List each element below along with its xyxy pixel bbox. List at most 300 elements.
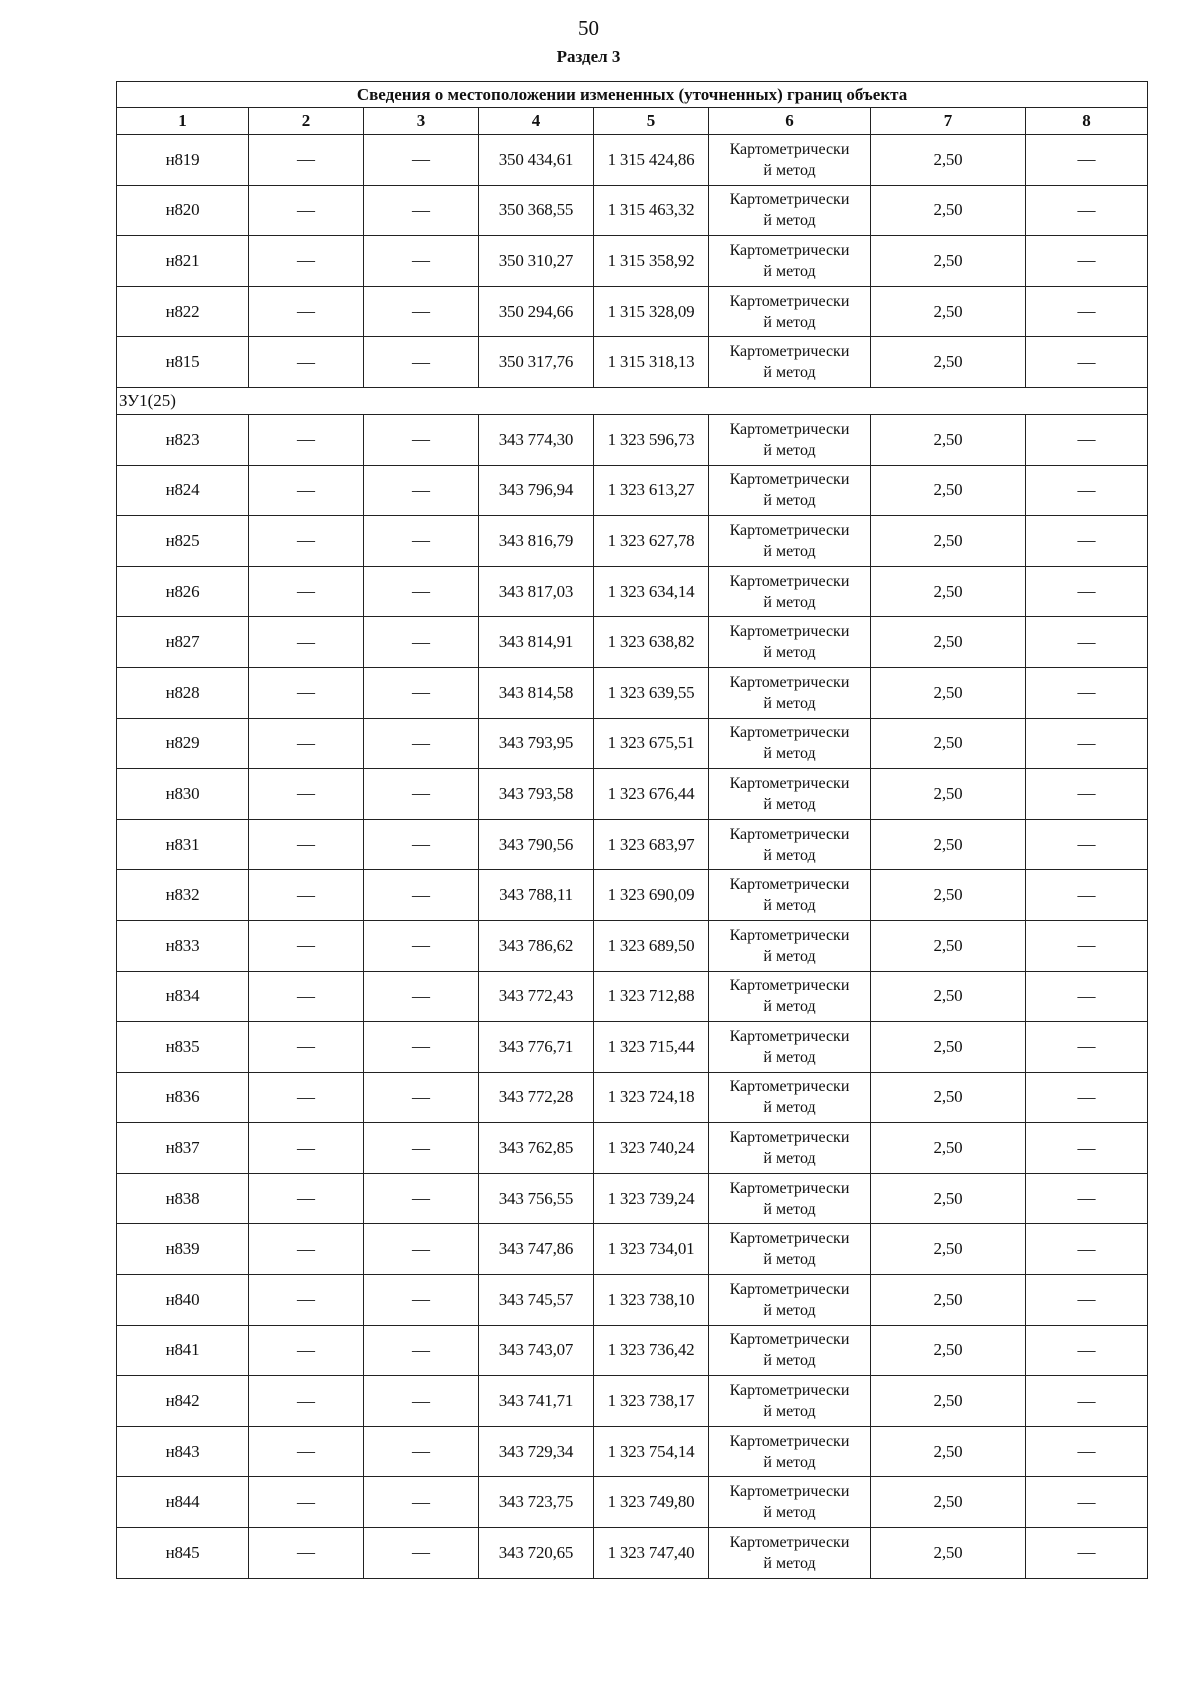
- y-coordinate-cell: 1 323 627,78: [594, 516, 709, 567]
- y-coordinate-cell: 1 323 690,09: [594, 870, 709, 921]
- section-title: Раздел 3: [556, 47, 621, 66]
- method-line-2: й метод: [763, 998, 816, 1016]
- column-8-cell: —: [1026, 718, 1148, 769]
- y-coordinate-cell: 1 323 676,44: [594, 769, 709, 820]
- column-8-cell: —: [1026, 135, 1148, 186]
- method-cell: [709, 1528, 871, 1579]
- method-line-2: й метод: [763, 593, 816, 611]
- point-name-cell: н815: [117, 337, 249, 388]
- x-coordinate-cell: 350 368,55: [479, 185, 594, 236]
- x-coordinate-cell: 343 745,57: [479, 1275, 594, 1326]
- method-line-1: Картометрически: [729, 977, 850, 995]
- accuracy-cell: 2,50: [871, 971, 1026, 1022]
- column-8-cell: —: [1026, 617, 1148, 668]
- method-cell: [709, 1173, 871, 1224]
- column-8-cell: —: [1026, 236, 1148, 287]
- column-8-cell: —: [1026, 769, 1148, 820]
- y-coordinate-cell: 1 315 424,86: [594, 135, 709, 186]
- column-8-cell: —: [1026, 1325, 1148, 1376]
- column-3-cell: —: [364, 465, 479, 516]
- accuracy-cell: 2,50: [871, 135, 1026, 186]
- method-cell: [709, 414, 871, 465]
- method-line-2: й метод: [763, 694, 816, 712]
- table-row: [117, 1173, 1148, 1224]
- x-coordinate-cell: 343 793,95: [479, 718, 594, 769]
- method-line-1: Картометрически: [729, 1129, 850, 1147]
- y-coordinate-cell: 1 323 639,55: [594, 667, 709, 718]
- point-name-cell: н833: [117, 920, 249, 971]
- column-2-cell: —: [249, 920, 364, 971]
- x-coordinate-cell: 343 747,86: [479, 1224, 594, 1275]
- column-8-cell: —: [1026, 971, 1148, 1022]
- method-cell: [709, 1275, 871, 1326]
- page-number: 50: [578, 16, 599, 40]
- y-coordinate-cell: 1 323 712,88: [594, 971, 709, 1022]
- accuracy-cell: 2,50: [871, 819, 1026, 870]
- method-cell: [709, 769, 871, 820]
- column-2-cell: —: [249, 1224, 364, 1275]
- point-name-cell: н826: [117, 566, 249, 617]
- y-coordinate-cell: 1 323 715,44: [594, 1022, 709, 1073]
- accuracy-cell: 2,50: [871, 236, 1026, 287]
- method-line-1: Картометрически: [729, 241, 850, 259]
- point-name-cell: н845: [117, 1528, 249, 1579]
- table-row: [117, 920, 1148, 971]
- column-2-cell: —: [249, 819, 364, 870]
- accuracy-cell: 2,50: [871, 1224, 1026, 1275]
- x-coordinate-cell: 343 793,58: [479, 769, 594, 820]
- point-name-cell: н840: [117, 1275, 249, 1326]
- method-line-1: Картометрически: [729, 1533, 850, 1551]
- column-2-cell: —: [249, 414, 364, 465]
- column-8-cell: —: [1026, 414, 1148, 465]
- column-2-cell: —: [249, 1528, 364, 1579]
- y-coordinate-cell: 1 323 734,01: [594, 1224, 709, 1275]
- y-coordinate-cell: 1 323 738,10: [594, 1275, 709, 1326]
- x-coordinate-cell: 343 796,94: [479, 465, 594, 516]
- boundary-coordinates-table: [116, 81, 1148, 1579]
- method-line-1: Картометрически: [729, 572, 850, 590]
- method-line-2: й метод: [763, 846, 816, 864]
- column-3-cell: —: [364, 1072, 479, 1123]
- point-name-cell: н820: [117, 185, 249, 236]
- table-row: [117, 1477, 1148, 1528]
- method-cell: [709, 135, 871, 186]
- column-2-cell: —: [249, 465, 364, 516]
- method-line-1: Картометрически: [729, 292, 850, 310]
- table-row: [117, 1123, 1148, 1174]
- column-8-cell: —: [1026, 870, 1148, 921]
- accuracy-cell: 2,50: [871, 667, 1026, 718]
- table-row: [117, 1072, 1148, 1123]
- method-line-2: й метод: [763, 1352, 816, 1370]
- method-line-2: й метод: [763, 441, 816, 459]
- point-name-cell: н827: [117, 617, 249, 668]
- method-line-2: й метод: [763, 897, 816, 915]
- column-8-cell: —: [1026, 286, 1148, 337]
- point-name-cell: н839: [117, 1224, 249, 1275]
- column-3-cell: —: [364, 1022, 479, 1073]
- y-coordinate-cell: 1 315 463,32: [594, 185, 709, 236]
- column-8-cell: —: [1026, 1173, 1148, 1224]
- method-line-1: Картометрически: [729, 724, 850, 742]
- method-line-1: Картометрически: [729, 623, 850, 641]
- column-2-cell: —: [249, 1325, 364, 1376]
- method-line-2: й метод: [763, 1200, 816, 1218]
- method-cell: [709, 718, 871, 769]
- point-name-cell: н837: [117, 1123, 249, 1174]
- method-line-2: й метод: [763, 745, 816, 763]
- column-8-cell: —: [1026, 566, 1148, 617]
- accuracy-cell: 2,50: [871, 286, 1026, 337]
- group-label: ЗУ1(25): [117, 387, 1148, 414]
- method-cell: [709, 617, 871, 668]
- point-name-cell: н832: [117, 870, 249, 921]
- table-row: [117, 667, 1148, 718]
- column-header-6: 6: [709, 108, 871, 135]
- table-row: [117, 1376, 1148, 1427]
- point-name-cell: н831: [117, 819, 249, 870]
- y-coordinate-cell: 1 323 724,18: [594, 1072, 709, 1123]
- method-cell: [709, 819, 871, 870]
- method-line-1: Картометрически: [729, 420, 850, 438]
- method-line-1: Картометрически: [729, 673, 850, 691]
- column-3-cell: —: [364, 337, 479, 388]
- y-coordinate-cell: 1 323 739,24: [594, 1173, 709, 1224]
- method-cell: [709, 236, 871, 287]
- column-3-cell: —: [364, 718, 479, 769]
- point-name-cell: н844: [117, 1477, 249, 1528]
- method-cell: [709, 667, 871, 718]
- column-2-cell: —: [249, 667, 364, 718]
- x-coordinate-cell: 350 317,76: [479, 337, 594, 388]
- column-2-cell: —: [249, 185, 364, 236]
- accuracy-cell: 2,50: [871, 566, 1026, 617]
- column-3-cell: —: [364, 920, 479, 971]
- column-3-cell: —: [364, 667, 479, 718]
- point-name-cell: н825: [117, 516, 249, 567]
- method-line-2: й метод: [763, 542, 816, 560]
- point-name-cell: н838: [117, 1173, 249, 1224]
- column-3-cell: —: [364, 1376, 479, 1427]
- accuracy-cell: 2,50: [871, 617, 1026, 668]
- column-3-cell: —: [364, 286, 479, 337]
- column-2-cell: —: [249, 135, 364, 186]
- table-row: [117, 1275, 1148, 1326]
- column-3-cell: —: [364, 135, 479, 186]
- point-name-cell: н834: [117, 971, 249, 1022]
- method-cell: [709, 1477, 871, 1528]
- accuracy-cell: 2,50: [871, 1123, 1026, 1174]
- table-body: [117, 135, 1148, 1579]
- method-line-1: Картометрически: [729, 191, 850, 209]
- table-row: [117, 718, 1148, 769]
- method-cell: [709, 971, 871, 1022]
- column-3-cell: —: [364, 414, 479, 465]
- column-8-cell: —: [1026, 516, 1148, 567]
- column-8-cell: —: [1026, 1426, 1148, 1477]
- method-line-2: й метод: [763, 644, 816, 662]
- accuracy-cell: 2,50: [871, 718, 1026, 769]
- table-row: [117, 465, 1148, 516]
- x-coordinate-cell: 343 741,71: [479, 1376, 594, 1427]
- method-line-1: Картометрически: [729, 1382, 850, 1400]
- accuracy-cell: 2,50: [871, 465, 1026, 516]
- column-2-cell: —: [249, 718, 364, 769]
- column-header-1: 1: [117, 108, 249, 135]
- column-3-cell: —: [364, 1528, 479, 1579]
- column-header-row: [117, 108, 1148, 135]
- accuracy-cell: 2,50: [871, 1173, 1026, 1224]
- method-line-2: й метод: [763, 1554, 816, 1572]
- point-name-cell: н821: [117, 236, 249, 287]
- column-3-cell: —: [364, 1325, 479, 1376]
- y-coordinate-cell: 1 323 749,80: [594, 1477, 709, 1528]
- column-header-4: 4: [479, 108, 594, 135]
- x-coordinate-cell: 343 743,07: [479, 1325, 594, 1376]
- column-2-cell: —: [249, 1123, 364, 1174]
- x-coordinate-cell: 350 294,66: [479, 286, 594, 337]
- point-name-cell: н829: [117, 718, 249, 769]
- table-row: [117, 971, 1148, 1022]
- table-row: [117, 1528, 1148, 1579]
- method-cell: [709, 516, 871, 567]
- y-coordinate-cell: 1 323 675,51: [594, 718, 709, 769]
- x-coordinate-cell: 343 729,34: [479, 1426, 594, 1477]
- column-3-cell: —: [364, 1275, 479, 1326]
- y-coordinate-cell: 1 323 740,24: [594, 1123, 709, 1174]
- table-caption: Сведения о местоположении измененных (уточненных) границ объекта: [117, 82, 1148, 108]
- x-coordinate-cell: 343 790,56: [479, 819, 594, 870]
- column-3-cell: —: [364, 1477, 479, 1528]
- method-cell: [709, 870, 871, 921]
- method-cell: [709, 185, 871, 236]
- column-8-cell: —: [1026, 667, 1148, 718]
- method-line-1: Картометрически: [729, 825, 850, 843]
- point-name-cell: н822: [117, 286, 249, 337]
- x-coordinate-cell: 343 723,75: [479, 1477, 594, 1528]
- accuracy-cell: 2,50: [871, 185, 1026, 236]
- method-line-1: Картометрически: [729, 343, 850, 361]
- table-row: [117, 870, 1148, 921]
- point-name-cell: н828: [117, 667, 249, 718]
- accuracy-cell: 2,50: [871, 337, 1026, 388]
- method-cell: [709, 465, 871, 516]
- method-line-2: й метод: [763, 262, 816, 280]
- method-line-2: й метод: [763, 364, 816, 382]
- column-8-cell: —: [1026, 1072, 1148, 1123]
- point-name-cell: н819: [117, 135, 249, 186]
- y-coordinate-cell: 1 323 634,14: [594, 566, 709, 617]
- column-3-cell: —: [364, 870, 479, 921]
- column-3-cell: —: [364, 769, 479, 820]
- method-cell: [709, 1123, 871, 1174]
- method-line-2: й метод: [763, 212, 816, 230]
- method-line-2: й метод: [763, 313, 816, 331]
- column-3-cell: —: [364, 1224, 479, 1275]
- x-coordinate-cell: 343 814,58: [479, 667, 594, 718]
- method-line-1: Картометрически: [729, 1027, 850, 1045]
- accuracy-cell: 2,50: [871, 870, 1026, 921]
- table-row: [117, 617, 1148, 668]
- point-name-cell: н843: [117, 1426, 249, 1477]
- point-name-cell: н830: [117, 769, 249, 820]
- column-2-cell: —: [249, 566, 364, 617]
- table-row: [117, 236, 1148, 287]
- method-cell: [709, 566, 871, 617]
- point-name-cell: н835: [117, 1022, 249, 1073]
- column-header-7: 7: [871, 108, 1026, 135]
- column-8-cell: —: [1026, 465, 1148, 516]
- point-name-cell: н836: [117, 1072, 249, 1123]
- method-cell: [709, 920, 871, 971]
- x-coordinate-cell: 343 772,28: [479, 1072, 594, 1123]
- x-coordinate-cell: 350 310,27: [479, 236, 594, 287]
- method-cell: [709, 1072, 871, 1123]
- column-3-cell: —: [364, 1123, 479, 1174]
- column-2-cell: —: [249, 1275, 364, 1326]
- x-coordinate-cell: 350 434,61: [479, 135, 594, 186]
- x-coordinate-cell: 343 772,43: [479, 971, 594, 1022]
- method-line-2: й метод: [763, 1403, 816, 1421]
- table-row: [117, 1426, 1148, 1477]
- x-coordinate-cell: 343 756,55: [479, 1173, 594, 1224]
- column-2-cell: —: [249, 236, 364, 287]
- method-line-2: й метод: [763, 1150, 816, 1168]
- method-line-2: й метод: [763, 1099, 816, 1117]
- column-3-cell: —: [364, 1426, 479, 1477]
- method-line-1: Картометрически: [729, 1078, 850, 1096]
- column-8-cell: —: [1026, 819, 1148, 870]
- x-coordinate-cell: 343 817,03: [479, 566, 594, 617]
- method-line-2: й метод: [763, 1504, 816, 1522]
- accuracy-cell: 2,50: [871, 769, 1026, 820]
- point-name-cell: н823: [117, 414, 249, 465]
- accuracy-cell: 2,50: [871, 1528, 1026, 1579]
- accuracy-cell: 2,50: [871, 1477, 1026, 1528]
- column-header-5: 5: [594, 108, 709, 135]
- x-coordinate-cell: 343 814,91: [479, 617, 594, 668]
- column-8-cell: —: [1026, 185, 1148, 236]
- method-cell: [709, 1022, 871, 1073]
- column-2-cell: —: [249, 1022, 364, 1073]
- column-2-cell: —: [249, 617, 364, 668]
- method-line-2: й метод: [763, 1453, 816, 1471]
- method-line-2: й метод: [763, 492, 816, 510]
- column-3-cell: —: [364, 516, 479, 567]
- point-name-cell: н824: [117, 465, 249, 516]
- table-row: [117, 286, 1148, 337]
- method-line-2: й метод: [763, 1048, 816, 1066]
- column-2-cell: —: [249, 1072, 364, 1123]
- column-2-cell: —: [249, 971, 364, 1022]
- x-coordinate-cell: 343 788,11: [479, 870, 594, 921]
- column-header-8: 8: [1026, 108, 1148, 135]
- method-line-1: Картометрически: [729, 1483, 850, 1501]
- y-coordinate-cell: 1 315 318,13: [594, 337, 709, 388]
- column-2-cell: —: [249, 516, 364, 567]
- method-line-1: Картометрически: [729, 774, 850, 792]
- accuracy-cell: 2,50: [871, 1275, 1026, 1326]
- column-header-3: 3: [364, 108, 479, 135]
- table-row: [117, 819, 1148, 870]
- x-coordinate-cell: 343 816,79: [479, 516, 594, 567]
- method-line-1: Картометрически: [729, 1280, 850, 1298]
- table-row: [117, 414, 1148, 465]
- column-8-cell: —: [1026, 1376, 1148, 1427]
- table-row: [117, 1022, 1148, 1073]
- column-3-cell: —: [364, 236, 479, 287]
- y-coordinate-cell: 1 315 358,92: [594, 236, 709, 287]
- method-line-2: й метод: [763, 947, 816, 965]
- y-coordinate-cell: 1 323 638,82: [594, 617, 709, 668]
- y-coordinate-cell: 1 323 596,73: [594, 414, 709, 465]
- column-8-cell: —: [1026, 337, 1148, 388]
- group-row: [117, 387, 1148, 414]
- column-2-cell: —: [249, 1426, 364, 1477]
- column-3-cell: —: [364, 971, 479, 1022]
- accuracy-cell: 2,50: [871, 1376, 1026, 1427]
- accuracy-cell: 2,50: [871, 920, 1026, 971]
- table-row: [117, 769, 1148, 820]
- column-8-cell: —: [1026, 1123, 1148, 1174]
- point-name-cell: н841: [117, 1325, 249, 1376]
- accuracy-cell: 2,50: [871, 1325, 1026, 1376]
- method-cell: [709, 1426, 871, 1477]
- x-coordinate-cell: 343 720,65: [479, 1528, 594, 1579]
- method-line-1: Картометрически: [729, 1179, 850, 1197]
- column-2-cell: —: [249, 769, 364, 820]
- column-2-cell: —: [249, 1477, 364, 1528]
- column-3-cell: —: [364, 566, 479, 617]
- y-coordinate-cell: 1 323 689,50: [594, 920, 709, 971]
- table-row: [117, 566, 1148, 617]
- method-line-2: й метод: [763, 1251, 816, 1269]
- table-row: [117, 516, 1148, 567]
- y-coordinate-cell: 1 323 754,14: [594, 1426, 709, 1477]
- method-line-1: Картометрически: [729, 1230, 850, 1248]
- table-row: [117, 1325, 1148, 1376]
- method-cell: [709, 1325, 871, 1376]
- y-coordinate-cell: 1 323 747,40: [594, 1528, 709, 1579]
- accuracy-cell: 2,50: [871, 1022, 1026, 1073]
- method-cell: [709, 1224, 871, 1275]
- method-cell: [709, 337, 871, 388]
- method-line-2: й метод: [763, 1301, 816, 1319]
- x-coordinate-cell: 343 762,85: [479, 1123, 594, 1174]
- method-cell: [709, 1376, 871, 1427]
- column-8-cell: —: [1026, 920, 1148, 971]
- column-8-cell: —: [1026, 1022, 1148, 1073]
- x-coordinate-cell: 343 786,62: [479, 920, 594, 971]
- column-3-cell: —: [364, 617, 479, 668]
- method-line-1: Картометрически: [729, 1432, 850, 1450]
- table-row: [117, 337, 1148, 388]
- y-coordinate-cell: 1 323 738,17: [594, 1376, 709, 1427]
- column-3-cell: —: [364, 1173, 479, 1224]
- x-coordinate-cell: 343 774,30: [479, 414, 594, 465]
- column-2-cell: —: [249, 286, 364, 337]
- column-2-cell: —: [249, 337, 364, 388]
- y-coordinate-cell: 1 323 736,42: [594, 1325, 709, 1376]
- method-line-1: Картометрически: [729, 1331, 850, 1349]
- table-row: [117, 1224, 1148, 1275]
- accuracy-cell: 2,50: [871, 1072, 1026, 1123]
- column-8-cell: —: [1026, 1477, 1148, 1528]
- y-coordinate-cell: 1 315 328,09: [594, 286, 709, 337]
- column-3-cell: —: [364, 819, 479, 870]
- column-8-cell: —: [1026, 1275, 1148, 1326]
